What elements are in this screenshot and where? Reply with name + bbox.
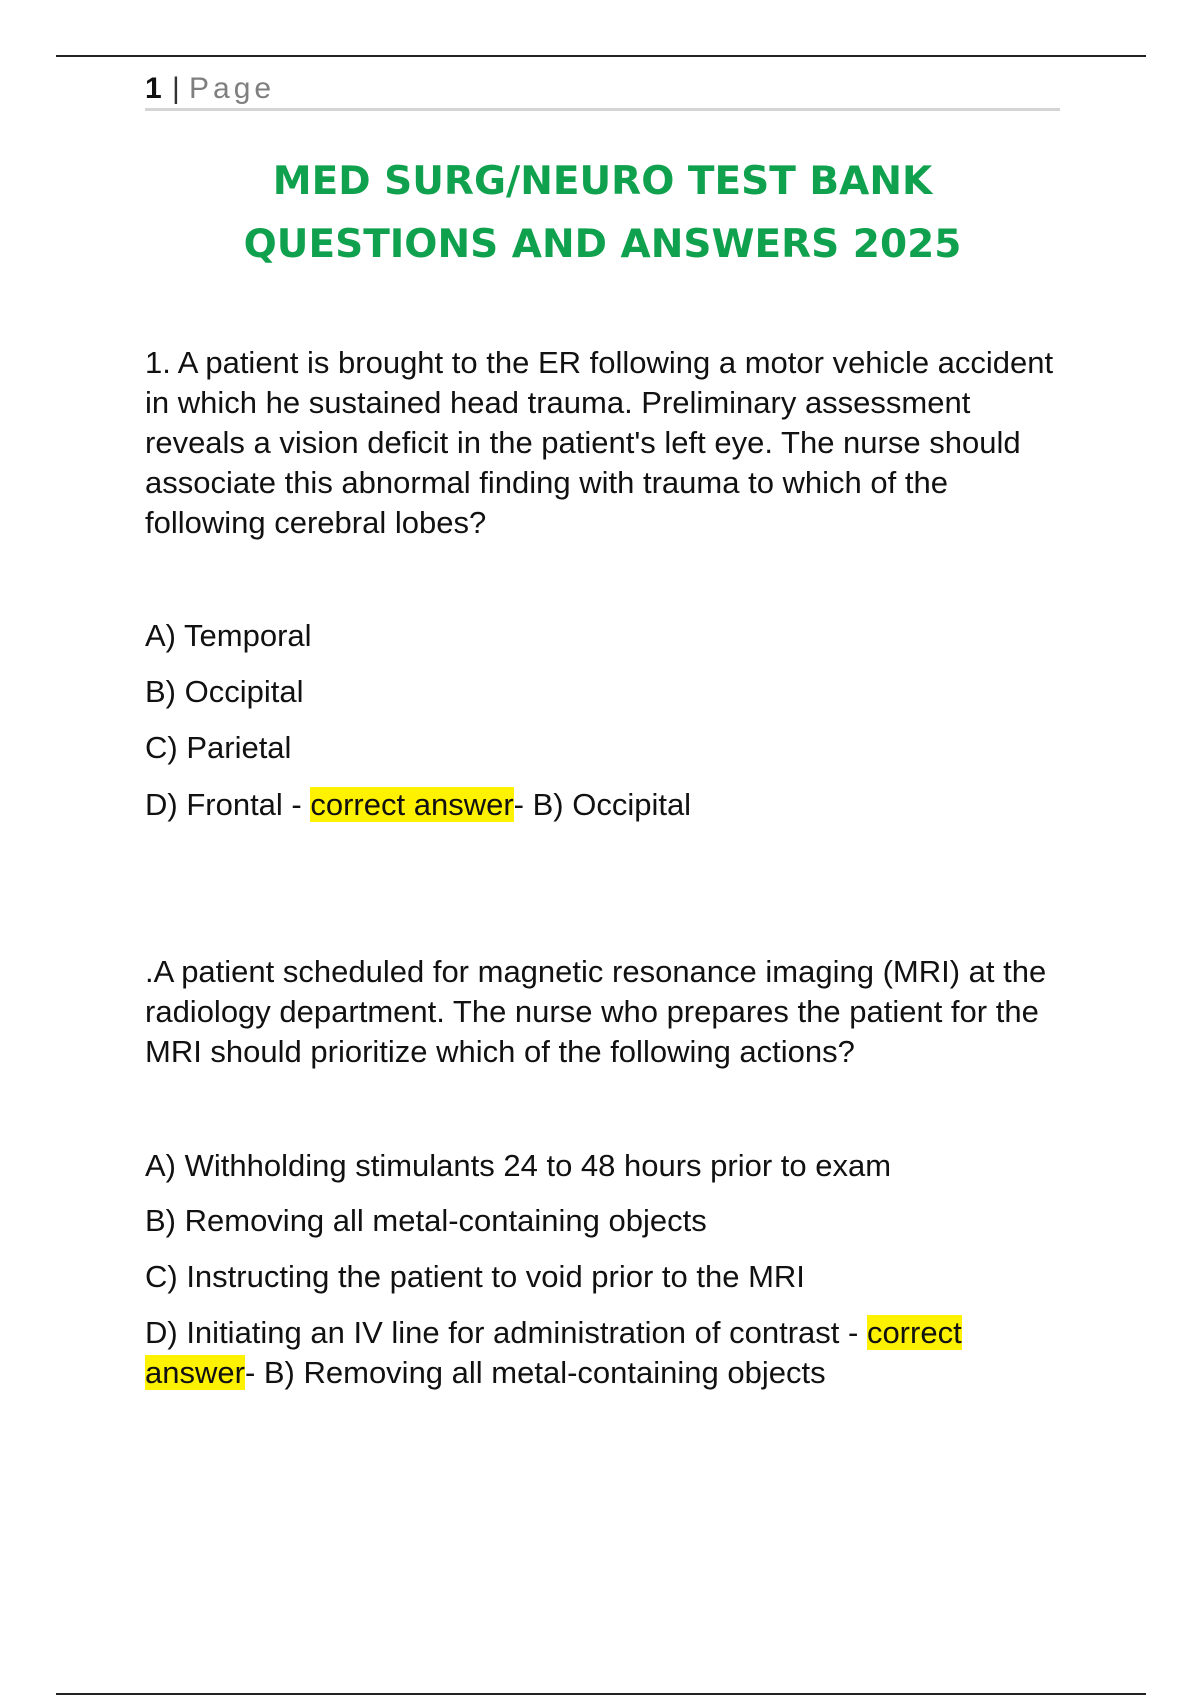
title-line-2: QUESTIONS AND ANSWERS 2025 [243,222,962,267]
page-number: 1 [145,72,162,105]
bottom-rule [56,1693,1146,1695]
question-2-answer: - B) Removing all metal-containing objects [244,1355,826,1390]
question-2-option-c: C) Instructing the patient to void prior to the MRI [145,1259,805,1294]
document-title [125,150,1080,276]
question-1-option-d-text: D) Frontal - [145,787,311,822]
question-1-option-c: C) Parietal [145,730,292,765]
question-2-text: .A patient scheduled for magnetic resonance imaging (MRI) at the radiology department. The nurse who prepares the patient for the MRI should prioritize which of the following actions? [145,954,1047,1069]
page-separator: | [172,72,180,105]
title-line-1: MED SURG/NEURO TEST BANK [272,159,933,204]
question-2-correct-answer-label: correct answer [145,1315,962,1390]
question-1-option-a: A) Temporal [145,618,312,653]
page-label: Page [189,72,276,105]
page-header [145,70,1060,111]
question-1-option-d [145,785,1025,825]
question-1-answer: - B) Occipital [513,787,692,822]
question-2-option-a: A) Withholding stimulants 24 to 48 hours prior to exam [145,1148,892,1183]
question-1-correct-answer-label: correct answer [310,787,514,822]
question-1-text: 1. A patient is brought to the ER following a motor vehicle accident in which he sustained head trauma. Preliminary assessment reveals a vision deficit in the patient's left eye. The nurse should associate this abnormal finding with trauma to which of the following cerebral lobes? [145,345,1054,540]
top-rule [56,55,1146,57]
question-2-option-d-text: D) Initiating an IV line for administration of contrast - [145,1315,867,1350]
question-1-option-b: B) Occipital [145,674,304,709]
question-2-option-b: B) Removing all metal-containing objects [145,1203,707,1238]
question-2-option-d [145,1313,1025,1393]
